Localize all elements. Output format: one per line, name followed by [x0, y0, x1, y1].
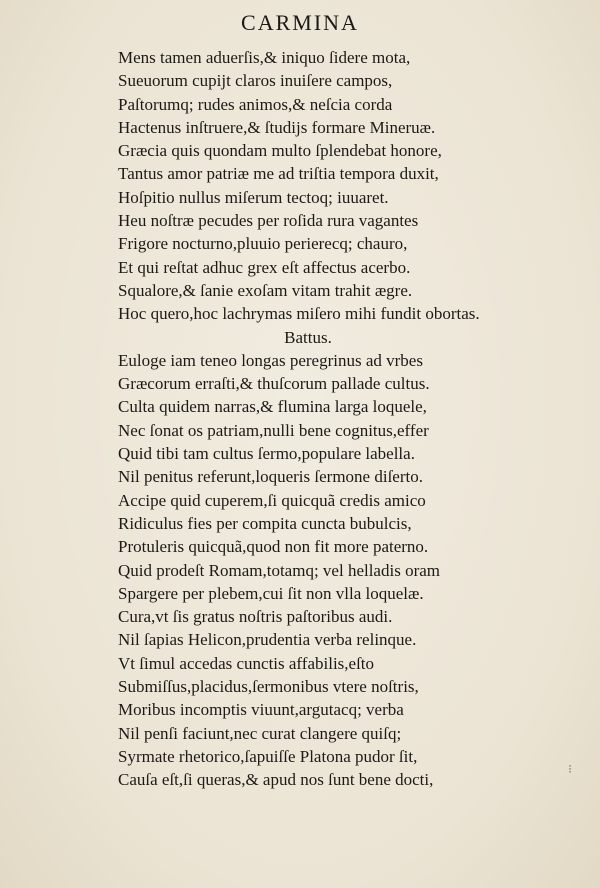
verse-line: Nil penſi faciunt,nec curat clangere quiſq; [118, 723, 402, 743]
verse-line: Sueuorum cupijt claros inuiſere campos, [118, 71, 393, 91]
verse-line: Hactenus inſtruere,& ſtudijs formare Mineruæ. [118, 117, 436, 137]
verse-line: Protuleris quicquã,quod non fit more paterno. [118, 537, 429, 557]
verse-line: Moribus incomptis viuunt,argutacq; verba [118, 700, 404, 720]
speaker-name: Battus. [284, 327, 332, 347]
verse-line: Hoſpitio nullus miſerum tectoq; iuuaret. [118, 187, 389, 207]
verse-list [118, 46, 588, 792]
verse-line: Nec ſonat os patriam,nulli bene cognitus,effer [118, 420, 429, 440]
verse-line: Quid tibi tam cultus ſermo,populare labella. [118, 444, 415, 464]
verse-line: Vt ſimul accedas cunctis affabilis,eſto [118, 653, 375, 673]
verse-line: Quid prodeſt Romam,totamq; vel helladis oram [118, 560, 440, 580]
verse-line: Spargere per plebem,cui ſit non vlla loquelæ. [118, 583, 424, 603]
verse-line: Nil penitus referunt,loqueris ſermone diſerto. [118, 467, 423, 487]
verse-line: Græcorum erraſti,& thuſcorum pallade cultus. [118, 374, 430, 394]
verse-line: Paſtorumq; rudes animos,& neſcia corda [118, 94, 393, 114]
verse-line: Mens tamen aduerſis,& iniquo ſidere mota, [118, 48, 411, 67]
verse-line: Nil ſapias Helicon,prudentia verba relinque. [118, 630, 417, 650]
verse-line: Squalore,& ſanie exoſam vitam trahit ægre. [118, 280, 413, 300]
page-header: CARMINA [241, 10, 359, 35]
verse-line: Et qui reſtat adhuc grex eſt affectus acerbo. [118, 257, 411, 277]
verse-line: Cauſa eſt,ſi queras,& apud nos ſunt bene docti, [118, 770, 434, 790]
verse-line: Cura,vt ſis gratus noſtris paſtoribus audi. [118, 607, 393, 627]
verse-line: Euloge iam teneo longas peregrinus ad vrbes [118, 350, 423, 370]
verse-line: Submiſſus,placidus,ſermonibus vtere noſtris, [118, 677, 419, 697]
verse-line: Heu noſtræ pecudes per roſida rura vagantes [118, 211, 419, 231]
verse-line: Tantus amor patriæ me ad triſtia tempora duxit, [118, 164, 439, 184]
verse-line: Græcia quis quondam multo ſplendebat honore, [118, 141, 442, 161]
verse-line: Accipe quid cuperem,ſi quicquã credis amico [118, 490, 426, 510]
verse-line: Ridiculus fies per compita cuncta bubulcis, [118, 513, 412, 533]
margin-mark: ⁝ [568, 762, 572, 776]
verse-line: Syrmate rhetorico,ſapuiſſe Platona pudor ſit, [118, 746, 418, 766]
verse-line: Frigore nocturno,pluuio perierecq; chauro, [118, 234, 408, 254]
verse-line: Hoc quero,hoc lachrymas miſero mihi fundit obortas. [118, 304, 480, 324]
verse-line: Culta quidem narras,& flumina larga loquele, [118, 397, 427, 417]
